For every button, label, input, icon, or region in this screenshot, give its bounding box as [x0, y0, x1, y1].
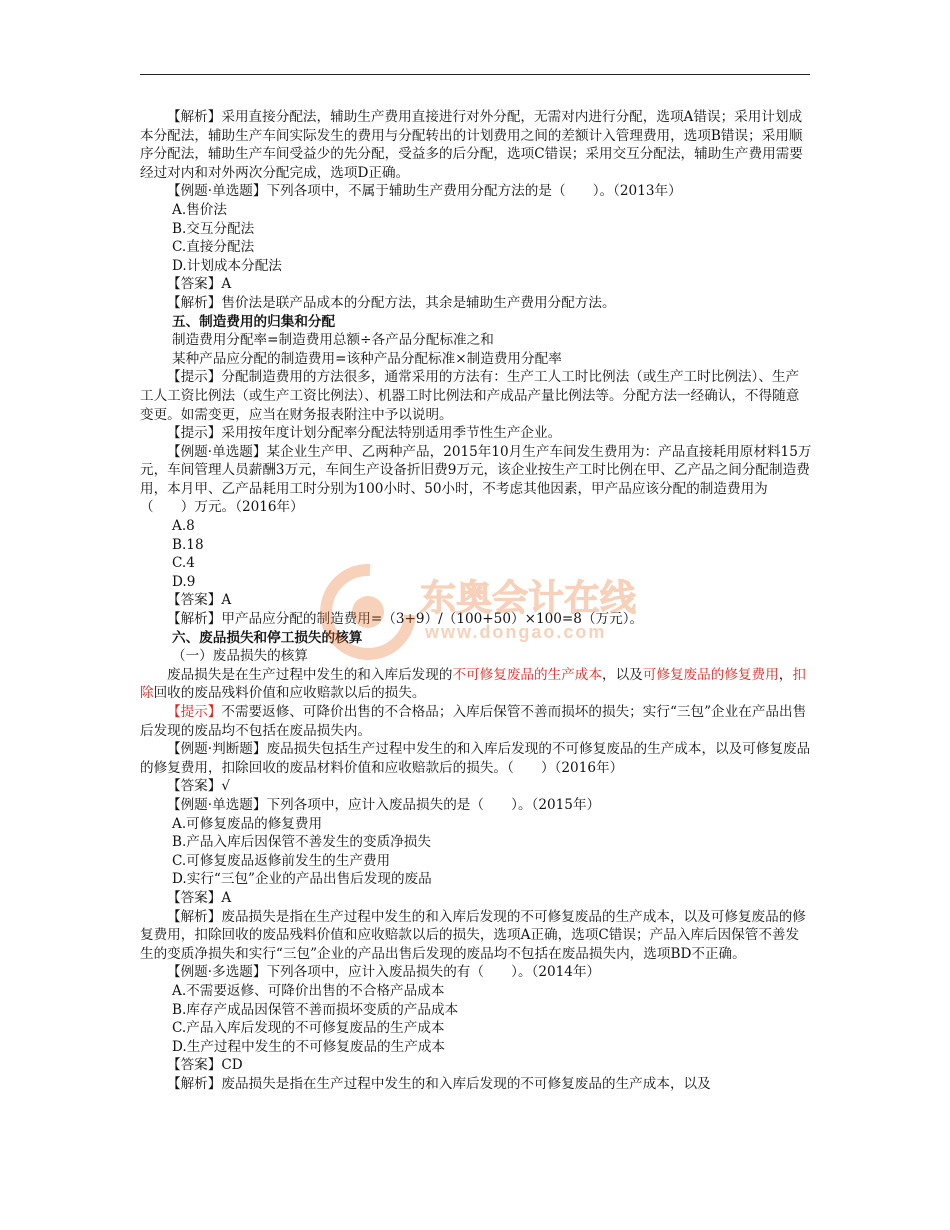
- text-run: 【例题·单选题】下列各项中，不属于辅助生产费用分配方法的是（ ）。（2013年）: [167, 183, 682, 200]
- paragraph: [140, 350, 812, 369]
- paragraph: [140, 852, 812, 871]
- paragraph: [140, 889, 812, 908]
- paragraph: [140, 833, 812, 852]
- text-run: C.直接分配法: [172, 239, 255, 256]
- text-run: B.产品入库后因保管不善发生的变质净损失: [172, 834, 431, 851]
- paragraph: [140, 647, 812, 666]
- text-run: D.实行“三包”企业的产品出售后发现的废品: [172, 871, 432, 888]
- paragraph: [140, 963, 812, 982]
- paragraph: [140, 1038, 812, 1057]
- text-run: 【提示】分配制造费用的方法很多，通常采用的方法有：生产工人工时比例法（或生产工时比例法）、生产工人工资比例法（或生产工资比例法）、机器工时比例法和产成品产量比例法等。分配方法一经确认，不得随意变更。如需变更，应当在财务报表附注中予以说明。: [140, 369, 800, 423]
- paragraph: [140, 313, 812, 332]
- text-run: 制造费用分配率=制造费用总额÷各产品分配标准之和: [172, 332, 494, 349]
- paragraph: [140, 1075, 812, 1094]
- svg-text:东奥会计在线: 东奥会计在线: [420, 577, 637, 618]
- paragraph: [140, 629, 812, 648]
- text-run: A.8: [172, 518, 195, 535]
- highlight-text: 【提示】: [167, 704, 222, 720]
- svg-text:www.dongao.com: www.dongao.com: [425, 622, 607, 642]
- paragraph: [140, 666, 812, 703]
- paragraph: [140, 443, 812, 517]
- text-run: 【答案】A: [167, 592, 232, 609]
- paragraph: [140, 815, 812, 834]
- text-run: 【答案】√: [167, 778, 231, 795]
- paragraph: [140, 294, 812, 313]
- text-run: 【例题·多选题】下列各项中，应计入废品损失的有（ ）。（2014年）: [167, 964, 601, 981]
- paragraph: [140, 257, 812, 276]
- paragraph: [140, 1001, 812, 1020]
- paragraph: [140, 201, 812, 220]
- text-run: 【解析】废品损失是指在生产过程中发生的和入库后发现的不可修复废品的生产成本，以及: [167, 1075, 711, 1092]
- paragraph: [140, 982, 812, 1001]
- paragraph: [140, 1019, 812, 1038]
- paragraph: [140, 275, 812, 294]
- text-run: A.不需要返修、可降价出售的不合格产品成本: [172, 982, 445, 999]
- paragraph: [140, 368, 812, 424]
- paragraph: [140, 777, 812, 796]
- paragraph: [140, 796, 812, 815]
- paragraph: [140, 536, 812, 555]
- paragraph: [140, 220, 812, 239]
- text-run: 不需要返修、可降价出售的不合格品；入库后保管不善而损坏的损失；实行“三包”企业在产品出售后发现的废品均不包括在废品损失内。: [140, 704, 807, 739]
- text-run: A.售价法: [172, 201, 227, 218]
- paragraph: [140, 573, 812, 592]
- paragraph: [140, 331, 812, 350]
- text-run: 【例题·判断题】废品损失包括生产过程中发生的和入库后发现的不可修复废品的生产成本，以及可修复废品的修复费用，扣除回收的废品材料价值和应收赔款后的损失。（ ）（2016年）: [140, 741, 811, 776]
- text-run: 【解析】售价法是联产品成本的分配方法，其余是辅助生产费用分配方法。: [167, 294, 616, 311]
- text-run: 【例题·单选题】下列各项中，应计入废品损失的是（ ）。（2015年）: [167, 796, 601, 813]
- text-run: D.生产过程中发生的不可修复废品的生产成本: [172, 1038, 446, 1055]
- paragraph: [140, 1056, 812, 1075]
- text-run: B.18: [172, 536, 204, 553]
- paragraph: [140, 182, 812, 201]
- text-run: 某种产品应分配的制造费用=该种产品分配标准×制造费用分配率: [172, 350, 562, 367]
- text-run: 【例题·单选题】某企业生产甲、乙两种产品，2015年10月生产车间发生费用为：产品直接耗用原材料15万元，车间管理人员薪酬3万元，车间生产设备折旧费9万元，该企业按生产工时比例在甲、乙产品之间分配制造费用，本月甲、乙产品耗用工时分别为100小时、50小时，不考虑其他因素，甲产品应该分配的制造费用为（ ）万元。（2016年）: [140, 443, 812, 516]
- text-run: （一）废品损失的核算: [172, 648, 308, 665]
- text-run: B.交互分配法: [172, 220, 255, 237]
- text-run: 废品损失是在生产过程中发生的和入库后发现的: [167, 666, 453, 683]
- text-run: C.4: [172, 555, 195, 572]
- paragraph: [140, 591, 812, 610]
- text-run: D.计划成本分配法: [172, 257, 282, 274]
- header-rule: [140, 74, 810, 75]
- text-run: B.库存产成品因保管不善而损坏变质的产品成本: [172, 1001, 459, 1018]
- text-run: ，: [778, 666, 793, 683]
- highlight-text: 不可修复废品的生产成本: [452, 666, 602, 683]
- paragraph: [140, 610, 812, 629]
- paragraph: [140, 703, 812, 740]
- text-run: 【答案】A: [167, 889, 232, 906]
- paragraph: [140, 108, 812, 182]
- paragraph: [140, 424, 812, 443]
- text-run: 【解析】废品损失是指在生产过程中发生的和入库后发现的不可修复废品的生产成本，以及可修复废品的修复费用，扣除回收的废品残料价值和应收赔款以后的损失，选项A正确，选项C错误；产品入库后因保管不善发生的变质净损失和实行“三包”企业的产品出售后发现的废品均不包括在废品损失内，选项BD不正确。: [140, 908, 806, 962]
- text-run: 【答案】A: [167, 276, 232, 293]
- text-run: 【提示】采用按年度计划分配率分配法特别适用季节性生产企业。: [167, 425, 562, 442]
- text-run: 五、制造费用的归集和分配: [172, 313, 336, 330]
- paragraph: [140, 870, 812, 889]
- text-run: C.产品入库后发现的不可修复废品的生产成本: [172, 1020, 445, 1037]
- text-run: 【答案】CD: [167, 1057, 243, 1074]
- document-body: [140, 108, 812, 1093]
- paragraph: [140, 908, 812, 964]
- paragraph: [140, 740, 812, 777]
- text-run: 【解析】甲产品应分配的制造费用=（3+9）/（100+50）×100=8（万元）。: [167, 611, 644, 628]
- highlight-text: 可修复废品的修复费用: [642, 666, 779, 683]
- text-run: A.可修复废品的修复费用: [172, 815, 323, 832]
- paragraph: [140, 554, 812, 573]
- paragraph: [140, 238, 812, 257]
- highlight-text: 扣除: [140, 666, 806, 702]
- paragraph: [140, 517, 812, 536]
- text-run: 【解析】采用直接分配法，辅助生产费用直接进行对外分配，无需对内进行分配，选项A错误；采用计划成本分配法，辅助生产车间实际发生的费用与分配转出的计划费用之间的差额计入管理费用，选项B错误；采用顺序分配法，辅助生产车间受益少的先分配，受益多的后分配，选项C错误；采用交互分配法，辅助生产费用需要经过对内和对外两次分配完成，选项D正确。: [140, 109, 803, 181]
- text-run: 六、废品损失和停工损失的核算: [172, 629, 363, 646]
- text-run: C.可修复废品返修前发生的生产费用: [172, 852, 391, 869]
- text-run: D.9: [172, 573, 196, 590]
- text-run: ，以及: [602, 666, 643, 683]
- text-run: 回收的废品残料价值和应收赔款以后的损失。: [153, 685, 426, 702]
